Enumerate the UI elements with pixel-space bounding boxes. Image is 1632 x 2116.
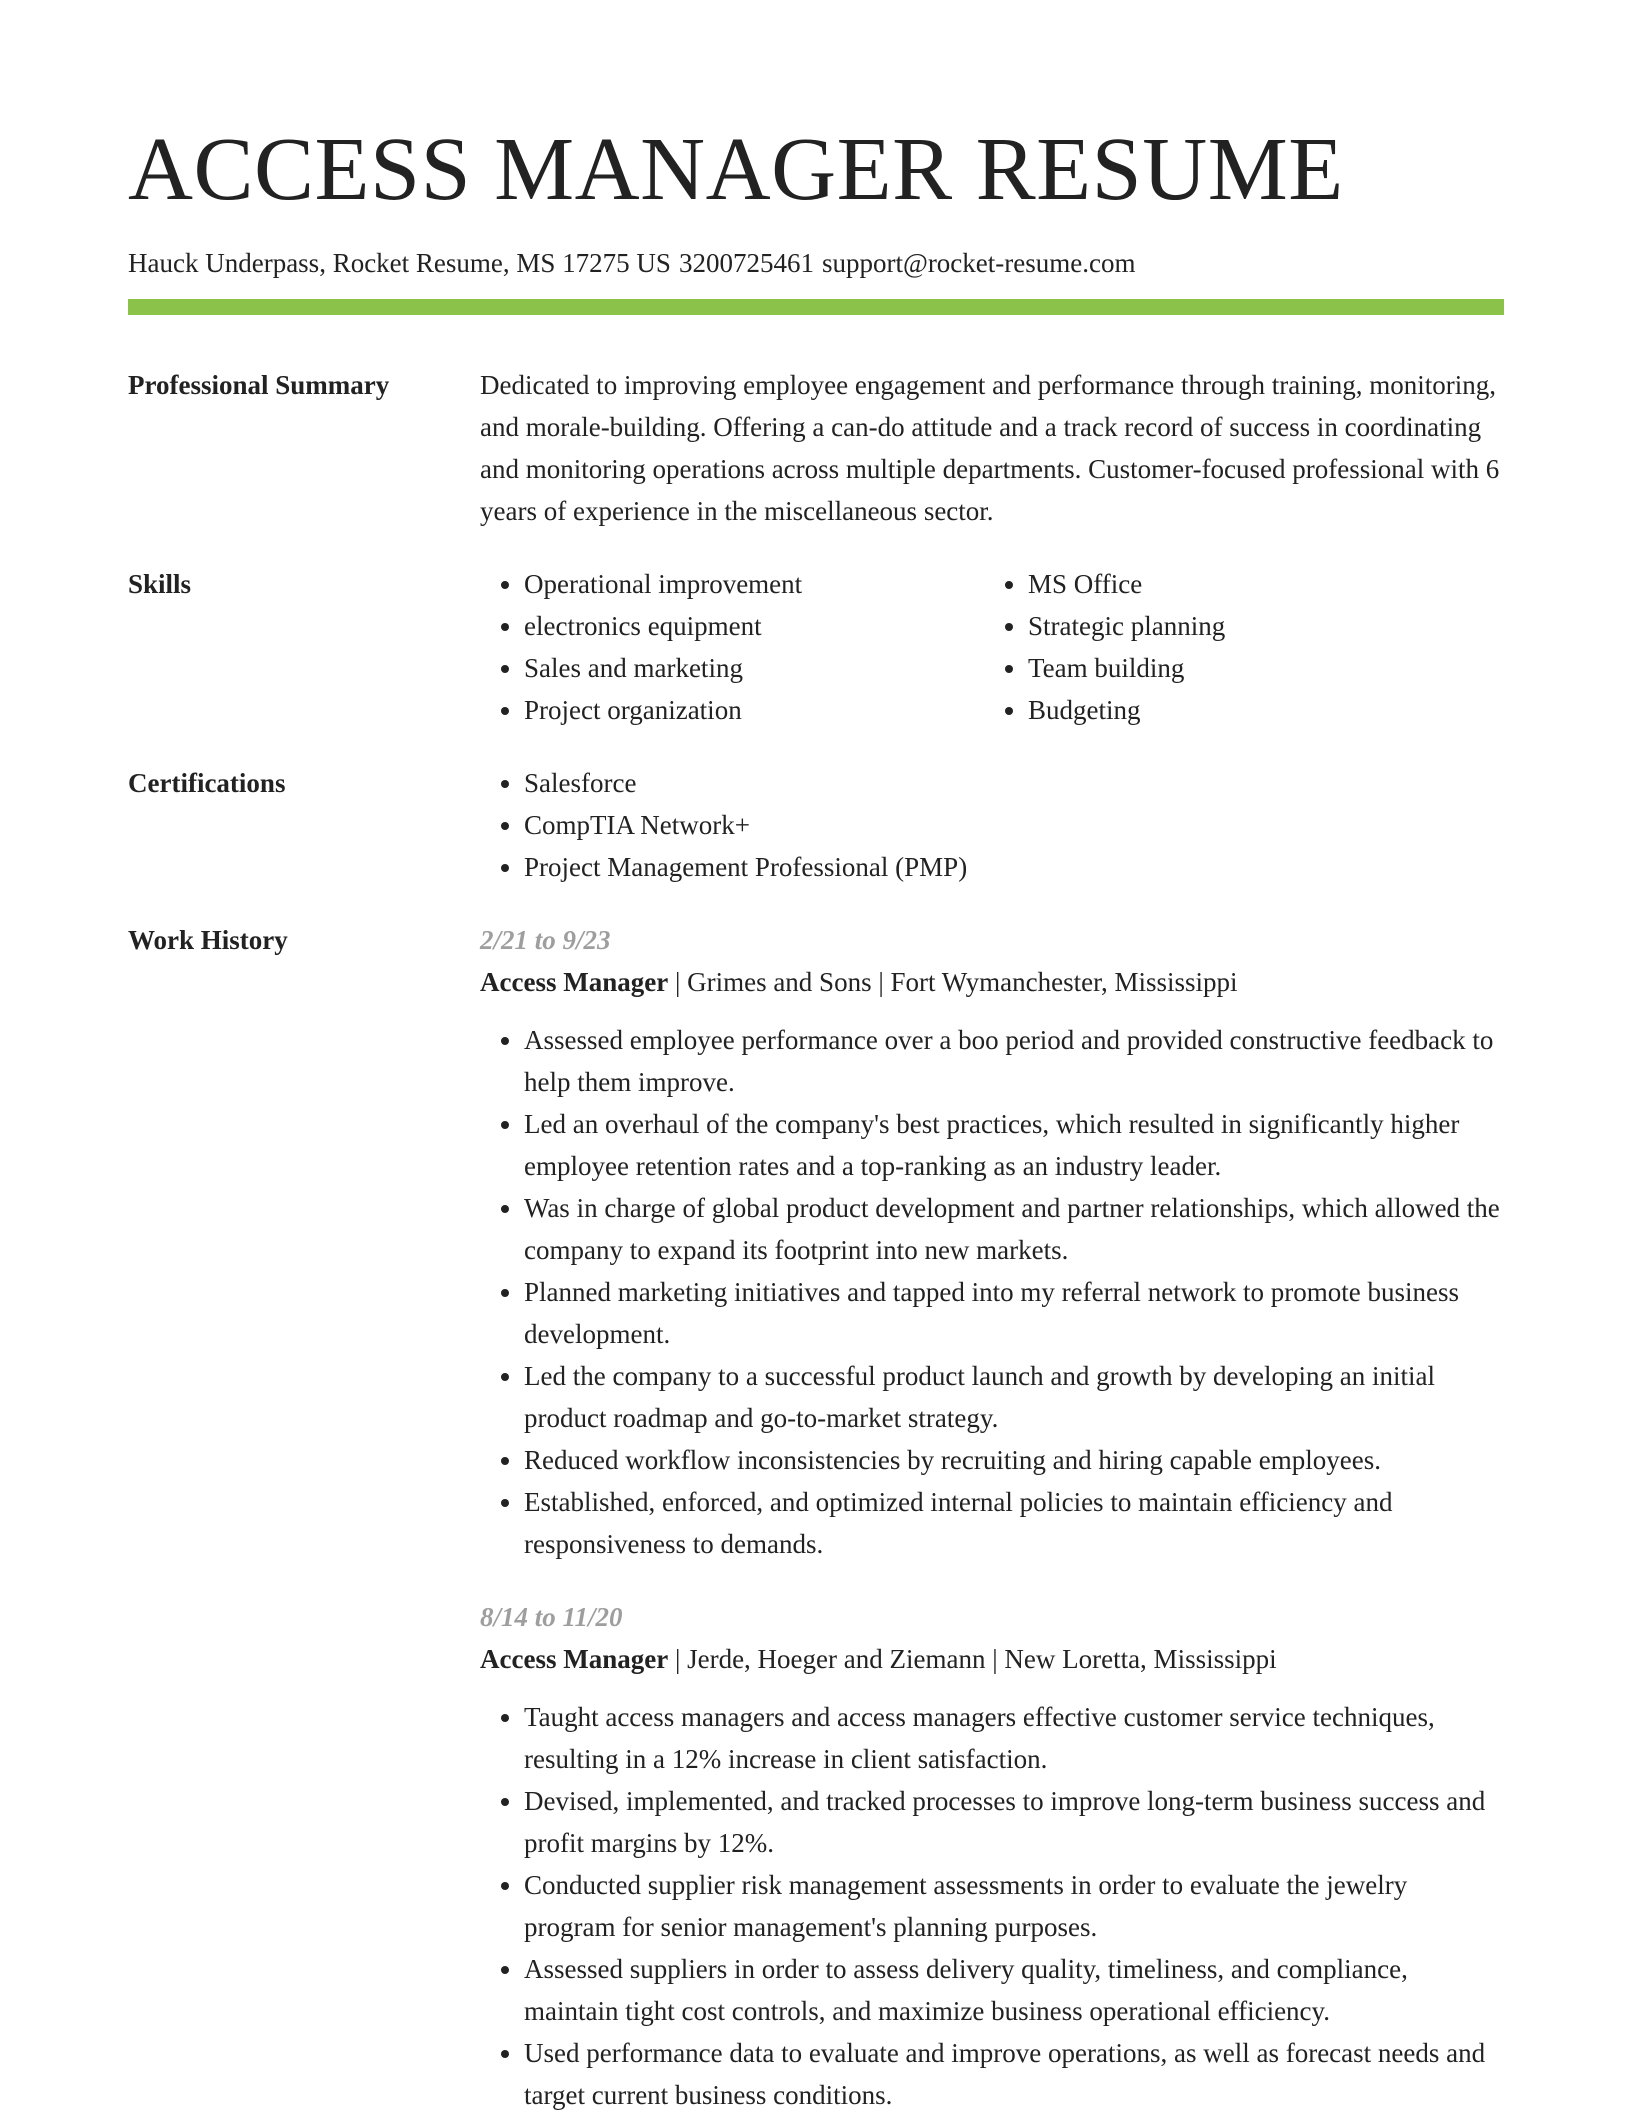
job-bullet: • Planned marketing initiatives and tapped into my referral network to promote business development. (524, 1271, 1504, 1355)
summary-label: Professional Summary (128, 370, 390, 400)
certifications-list (480, 762, 1504, 888)
header-divider (128, 299, 1504, 315)
job-entry-1 (480, 919, 1504, 1565)
job-company: Jerde, Hoeger and Ziemann (687, 1644, 986, 1674)
certification-item: • Project Management Professional (PMP) (524, 846, 1504, 888)
job-bullets (480, 1696, 1504, 2116)
skills-grid (480, 563, 1504, 731)
certification-item: • Salesforce (524, 762, 1504, 804)
skill-item: • electronics equipment (524, 605, 984, 647)
skill-item: • Project organization (524, 689, 984, 731)
job-separator: | (992, 1644, 998, 1674)
job-bullet: • Established, enforced, and optimized internal policies to maintain efficiency and responsiveness to demands. (524, 1481, 1504, 1565)
job-bullet: • Used performance data to evaluate and improve operations, as well as forecast needs and target current business conditions. (524, 2032, 1504, 2116)
contact-line (128, 246, 1504, 280)
certification-item: • CompTIA Network+ (524, 804, 1504, 846)
skills-column-1 (480, 563, 984, 731)
job-separator: | (878, 967, 884, 997)
job-bullet: • Devised, implemented, and tracked processes to improve long-term business success and profit margins by 12%. (524, 1780, 1504, 1864)
contact-email: support@rocket-resume.com (821, 248, 1136, 278)
job-bullet: • Led an overhaul of the company's best practices, which resulted in significantly higher employee retention rates and a top-ranking as an industry leader. (524, 1103, 1504, 1187)
job-bullet: • Led the company to a successful product launch and growth by developing an initial product roadmap and go-to-market strategy. (524, 1355, 1504, 1439)
job-bullet: • Assessed employee performance over a boo period and provided constructive feedback to help them improve. (524, 1019, 1504, 1103)
job-entry-2 (480, 1596, 1504, 2116)
summary-section (128, 364, 1504, 532)
job-title: Access Manager (480, 967, 669, 997)
summary-text: Dedicated to improving employee engagement and performance through training, monitoring, and morale-building. Offering a can-do attitude and a track record of success in coordinating and monitoring operations across multiple departments. Customer-focused professional with 6 years of experience in the miscellaneous sector. (480, 370, 1500, 526)
job-bullets (480, 1019, 1504, 1565)
resume-title: ACCESS MANAGER RESUME (128, 120, 1344, 219)
certifications-section (128, 762, 1504, 888)
job-bullet: • Conducted supplier risk management assessments in order to evaluate the jewelry program for senior management's planning purposes. (524, 1864, 1504, 1948)
work-history-label: Work History (128, 925, 288, 955)
job-bullet: • Was in charge of global product development and partner relationships, which allowed the company to expand its footprint into new markets. (524, 1187, 1504, 1271)
skills-section (128, 563, 1504, 731)
job-bullet: • Taught access managers and access managers effective customer service techniques, resulting in a 12% increase in client satisfaction. (524, 1696, 1504, 1780)
skill-item: • Budgeting (1028, 689, 1504, 731)
skills-column-2 (984, 563, 1504, 731)
resume-page (128, 0, 1504, 2116)
skills-label: Skills (128, 569, 192, 599)
job-bullet: • Reduced workflow inconsistencies by recruiting and hiring capable employees. (524, 1439, 1504, 1481)
job-separator: | (674, 1644, 681, 1674)
job-bullet: • Assessed suppliers in order to assess delivery quality, timeliness, and compliance, maintain tight cost controls, and maximize business operational efficiency. (524, 1948, 1504, 2032)
job-location: New Loretta, Mississippi (1004, 1644, 1277, 1674)
skill-item: • Sales and marketing (524, 647, 984, 689)
job-company: Grimes and Sons (687, 967, 872, 997)
skill-item: • Operational improvement (524, 563, 984, 605)
skill-item: • Team building (1028, 647, 1504, 689)
job-heading (480, 961, 1504, 1003)
skill-item: • Strategic planning (1028, 605, 1504, 647)
job-dates: 2/21 to 9/23 (480, 925, 611, 955)
work-history-section (128, 919, 1504, 2116)
contact-address: Hauck Underpass, Rocket Resume, MS 17275 US (128, 248, 671, 278)
job-heading (480, 1638, 1504, 1680)
job-location: Fort Wymanchester, Mississippi (890, 967, 1238, 997)
contact-phone: 3200725461 (678, 248, 814, 278)
skill-item: • MS Office (1028, 563, 1504, 605)
job-separator: | (674, 967, 681, 997)
job-title: Access Manager (480, 1644, 669, 1674)
certifications-label: Certifications (128, 768, 286, 798)
job-dates: 8/14 to 11/20 (480, 1602, 623, 1632)
